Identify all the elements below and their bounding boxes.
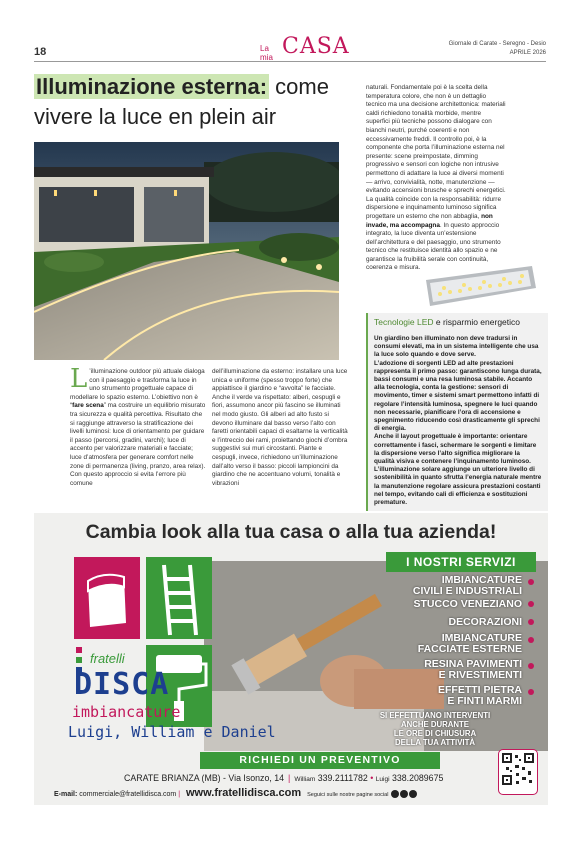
service-5 bbox=[424, 659, 522, 681]
services-title: I NOSTRI SERVIZI bbox=[386, 552, 536, 572]
address-line bbox=[124, 773, 443, 783]
sidebar-title-rest: e risparmio energetico bbox=[433, 317, 521, 327]
separator: | bbox=[178, 791, 181, 798]
page-header bbox=[34, 36, 546, 62]
service-bullet bbox=[528, 619, 534, 625]
brand-imbiancature: imbiancature bbox=[72, 703, 181, 721]
email-label: E-mail: bbox=[54, 791, 78, 798]
email-address: commerciale@fratellidisca.com bbox=[79, 791, 177, 798]
qr-code bbox=[498, 749, 538, 795]
phone-1: 339.2111782 bbox=[317, 773, 368, 783]
service-6-line-2: E FINTI MARMI bbox=[447, 695, 522, 707]
service-3 bbox=[449, 617, 523, 628]
opening-note-line-4: DELLA TUA ATTIVITÀ bbox=[395, 738, 475, 747]
sidebar-paragraph-3: Anche il layout progettuale è importante: orientare correttamente i fasci, schermare le sorgenti e limitare la dispersione verso l’alto significa migliorare la qualità visiva e contenere l’inquinamento luminoso. L’illuminazione solare aggiunge un ulteriore livello di sostenibilità in quanto sfrutta l’energia naturale mentre la manutenzione regolare assicura prestazioni costanti nel tempo, evitando cali di efficienza e sostituzioni premature. bbox=[374, 433, 542, 507]
phone-1-name: William bbox=[294, 776, 316, 783]
title-highlight: Illuminazione esterna: bbox=[36, 74, 268, 99]
col1-bold: fare scena bbox=[72, 402, 104, 410]
website: www.fratellidisca.com bbox=[186, 787, 302, 799]
opening-note-line-1: SI EFFETTUANO INTERVENTI bbox=[379, 711, 491, 720]
service-bullet bbox=[528, 637, 534, 643]
contacts-line bbox=[54, 787, 417, 799]
led-sidebar-box bbox=[366, 313, 548, 511]
article-column-1 bbox=[70, 364, 206, 488]
publication-name: Giornale di Carate - Seregno - Desio bbox=[448, 41, 546, 47]
service-2-line-1: STUCCO VENEZIANO bbox=[413, 598, 522, 610]
facebook-icon bbox=[391, 790, 399, 798]
sidebar-paragraph-2: L’adozione di sorgenti LED ad alte prestazioni rappresenta il primo passo: garantiscono lunga durata, bassi consumi e una resa luminosa stabile. Accanto alla tecnologia, conta la gestione: sensori di movimento, timer e sistemi smart permettono infatti di regolare l’intensità luminosa, spegnere le luci quando non necessarie, pianificare l’ora di accensione e spegnimento riducendo così drasticamente gli sprechi di energia. bbox=[374, 359, 542, 433]
paint-bucket-tile bbox=[74, 557, 140, 639]
article-column-3 bbox=[366, 84, 506, 273]
publication-info bbox=[449, 40, 546, 58]
service-5-line-1: RESINA PAVIMENTI bbox=[424, 658, 522, 670]
service-bullet bbox=[528, 663, 534, 669]
title-rest: come vivere la luce en plein air bbox=[34, 74, 329, 129]
service-4-line-1: IMBIANCATURE bbox=[441, 632, 522, 644]
advertisement-disca bbox=[34, 513, 548, 805]
ladder-tile bbox=[146, 557, 212, 639]
service-3-line-1: DECORAZIONI bbox=[448, 616, 522, 628]
service-bullet bbox=[528, 579, 534, 585]
social-text: Seguici sulle nostre pagine social bbox=[307, 792, 389, 798]
brand-fratelli: fratelli bbox=[90, 651, 125, 666]
opening-note bbox=[360, 711, 510, 747]
ad-headline: Cambia look alla tua casa o alla tua azienda! bbox=[85, 521, 497, 543]
service-1-line-1: IMBIANCATURE bbox=[441, 574, 522, 586]
service-1-line-2: CIVILI E INDUSTRIALI bbox=[412, 585, 522, 597]
phone-2: 338.2089675 bbox=[391, 773, 444, 783]
address: CARATE BRIANZA (MB) - Via Isonzo, 14 bbox=[124, 773, 285, 783]
instagram-icon bbox=[400, 790, 408, 798]
article-title bbox=[34, 72, 334, 132]
service-4-line-2: FACCIATE ESTERNE bbox=[417, 643, 522, 655]
issue-date: APRILE 2026 bbox=[509, 50, 546, 56]
page-number: 18 bbox=[34, 46, 47, 58]
col2-text: dell’illuminazione da esterno: installare una luce unica e uniforme (spesso troppo forte) che appiattisce il giardino e “avvolta” le facciate. Anche il verde va rispettato: alberi, cespugli e fiori, assumono ancor più fascino se illuminati nel modo giusto. Gli alberi ad alto fusto si devono illuminare dal basso verso l’alto con faretti orientabili capaci di esaltarne la verticalità e l’intreccio dei rami, proiettando giochi d’ombra suggestivi sui muri circostanti. Piante e cespugli, invece, richiedono un’illuminazione dall’alto verso il basso: piccoli lampioncini da giardino che ne accentuano volumi, tonalità e vibrazioni bbox=[212, 368, 348, 487]
phone-2-name: Luigi bbox=[375, 776, 390, 783]
service-4 bbox=[418, 633, 522, 655]
service-6 bbox=[438, 685, 522, 707]
brand-disca: DISCA bbox=[74, 667, 170, 702]
logo-prefix: La mia bbox=[260, 44, 273, 62]
article-column-2 bbox=[212, 368, 349, 488]
logo-name: CASA bbox=[282, 34, 350, 59]
service-bullet bbox=[528, 601, 534, 607]
tiktok-icon bbox=[409, 790, 417, 798]
opening-note-line-2: ANCHE DURANTE bbox=[400, 720, 469, 729]
sidebar-paragraph-1: Un giardino ben illuminato non deve tradursi in consumi elevati, ma in un sistema intelligente che usa la luce solo quando e dove serve. bbox=[374, 335, 539, 359]
drop-cap: L bbox=[70, 364, 88, 394]
garden-lighting-photo bbox=[34, 142, 339, 360]
service-bullet bbox=[528, 689, 534, 695]
col3-text-b: . In questo approccio integrato, la luce diventa un’estensione dell’architettura e del paesaggio, uno strumento tecnico che restituisce identità allo spazio e ne garantisce la fruibilità serale con continuità, coerenza e misura. bbox=[366, 221, 501, 272]
opening-note-line-3: LE ORE DI CHIUSURA bbox=[393, 729, 477, 738]
service-6-line-1: EFFETTI PIETRA bbox=[438, 684, 522, 696]
separator: | bbox=[288, 773, 291, 783]
brand-owners: Luigi, William e Daniel bbox=[68, 723, 276, 741]
col3-bold: non invade, ma accompagna bbox=[366, 212, 493, 229]
col3-text-a: naturali. Fondamentale poi è la scelta della temperatura colore, che non è un dettaglio tecnico ma una decisione architettonica: materiali caldi richiedono tonalità morbide, mentre superfici più tecniche possono dialogare con bianchi neutri, purché coerenti e non eccessivamente freddi. Il controllo poi, è la componente che porta l’illuminazione esterna nel presente: scene preimpostate, dimming progressivo e sensori con logiche non intrusive permettono di adattare la luce ai diversi momenti — arrivo, convivialità, notte, manutenzione — evitando accensioni brusche e sprechi energetici. La qualità coincide con la responsabilità: ridurre dispersione e inquinamento luminoso significa progettare un esterno che non abbaglia, bbox=[366, 84, 506, 220]
led-panel-image bbox=[420, 262, 540, 310]
sidebar-body bbox=[374, 335, 542, 507]
service-1 bbox=[413, 575, 522, 597]
col1-text-a: ’illuminazione outdoor più attuale dialoga con il paesaggio e trasforma la luce in uno strumento progettuale capace di modellare lo spazio esterno. L’obiettivo non è “ bbox=[70, 368, 205, 410]
service-2 bbox=[413, 599, 522, 610]
col1-text-b: ” ma costruire un equilibrio misurato tra sicurezza e qualità percettiva. Risultato che si raggiunge attraverso la stratificazione dei livelli luminosi: luce di orientamento per guidare il passo (percorsi, gradini, varchi); luce di accento per valorizzare materiali e facciate; luce d’atmosfera per generare comfort nelle zone di permanenza (living, pranzo, area relax). Con questo approccio si evita l’errore più comune bbox=[70, 402, 206, 487]
request-quote-banner: RICHIEDI UN PREVENTIVO bbox=[200, 752, 440, 769]
service-5-line-2: E RIVESTIMENTI bbox=[438, 669, 522, 681]
sidebar-title-green: Tecnologie LED bbox=[374, 317, 434, 327]
phone-dot: • bbox=[370, 773, 374, 783]
sidebar-title bbox=[374, 317, 542, 327]
